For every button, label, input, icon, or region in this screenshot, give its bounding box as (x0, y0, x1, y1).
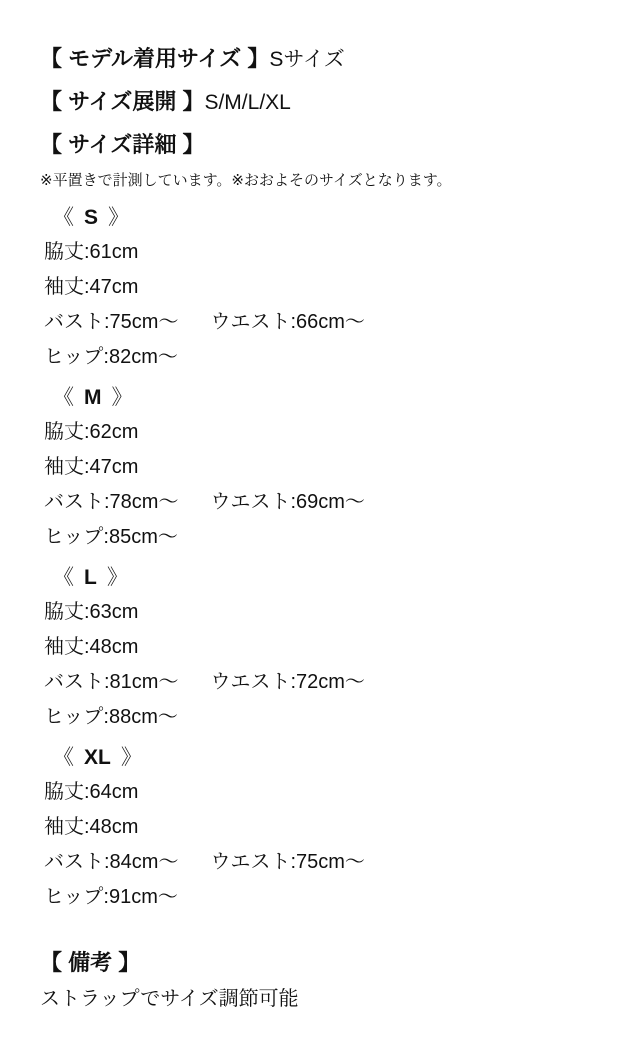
size-name: M (84, 386, 102, 409)
bust-waist-line (40, 305, 622, 340)
sleeve-length-value: 袖丈:47cm (44, 456, 139, 478)
size-block-l (40, 560, 622, 735)
size-bracket-open: 《 (53, 386, 74, 409)
size-range-label: 【 サイズ展開 】 (40, 89, 205, 114)
size-range-line (40, 81, 622, 124)
size-bracket-close: 》 (120, 746, 142, 769)
size-block-xl (40, 740, 622, 915)
bust-waist-line (40, 665, 622, 700)
measurement-note: ※平置きで計測しています。※おおよそのサイズとなります。 (40, 172, 452, 189)
bust-value: バスト:78cm〜 (44, 491, 179, 513)
size-block-m (40, 380, 622, 555)
size-bracket-open: 《 (53, 566, 74, 589)
hip-value: ヒップ:85cm〜 (44, 526, 178, 548)
remarks-section (40, 945, 622, 1018)
side-length-value: 脇丈:64cm (44, 781, 139, 803)
model-size-value: Sサイズ (269, 48, 345, 71)
size-bracket-open: 《 (53, 206, 74, 229)
side-length-value: 脇丈:62cm (44, 421, 139, 443)
size-bracket-close: 》 (108, 206, 130, 229)
side-length-value: 脇丈:63cm (44, 601, 139, 623)
remarks-heading: 【 備考 】 (40, 950, 141, 975)
hip-value: ヒップ:91cm〜 (44, 886, 178, 908)
size-heading (40, 380, 622, 415)
size-bracket-close: 》 (111, 386, 133, 409)
hip-value: ヒップ:88cm〜 (44, 706, 178, 728)
sleeve-length-value: 袖丈:48cm (44, 636, 139, 658)
size-block-s (40, 200, 622, 375)
size-name: XL (84, 746, 111, 769)
size-detail-label: 【 サイズ詳細 】 (40, 132, 205, 157)
size-name: L (84, 566, 97, 589)
bust-value: バスト:81cm〜 (44, 671, 179, 693)
bust-value: バスト:75cm〜 (44, 311, 179, 333)
bust-waist-line (40, 845, 622, 880)
model-size-label: 【 モデル着用サイズ 】 (40, 46, 270, 71)
sleeve-length-value: 袖丈:47cm (44, 276, 139, 298)
waist-value: ウエスト:69cm〜 (210, 491, 365, 513)
size-detail-heading (40, 124, 622, 166)
bust-waist-line (40, 485, 622, 520)
size-bracket-open: 《 (53, 746, 74, 769)
sleeve-length-value: 袖丈:48cm (44, 816, 139, 838)
waist-value: ウエスト:72cm〜 (210, 671, 365, 693)
waist-value: ウエスト:75cm〜 (210, 851, 365, 873)
waist-value: ウエスト:66cm〜 (210, 311, 365, 333)
size-heading (40, 560, 622, 595)
model-size-line (40, 38, 622, 81)
size-list (40, 200, 622, 915)
size-heading (40, 740, 622, 775)
bust-value: バスト:84cm〜 (44, 851, 179, 873)
size-heading (40, 200, 622, 235)
size-name: S (84, 206, 99, 229)
remarks-text: ストラップでサイズ調節可能 (40, 988, 299, 1010)
side-length-value: 脇丈:61cm (44, 241, 139, 263)
size-bracket-close: 》 (106, 566, 128, 589)
size-range-value: S/M/L/XL (204, 91, 291, 114)
hip-value: ヒップ:82cm〜 (44, 346, 178, 368)
